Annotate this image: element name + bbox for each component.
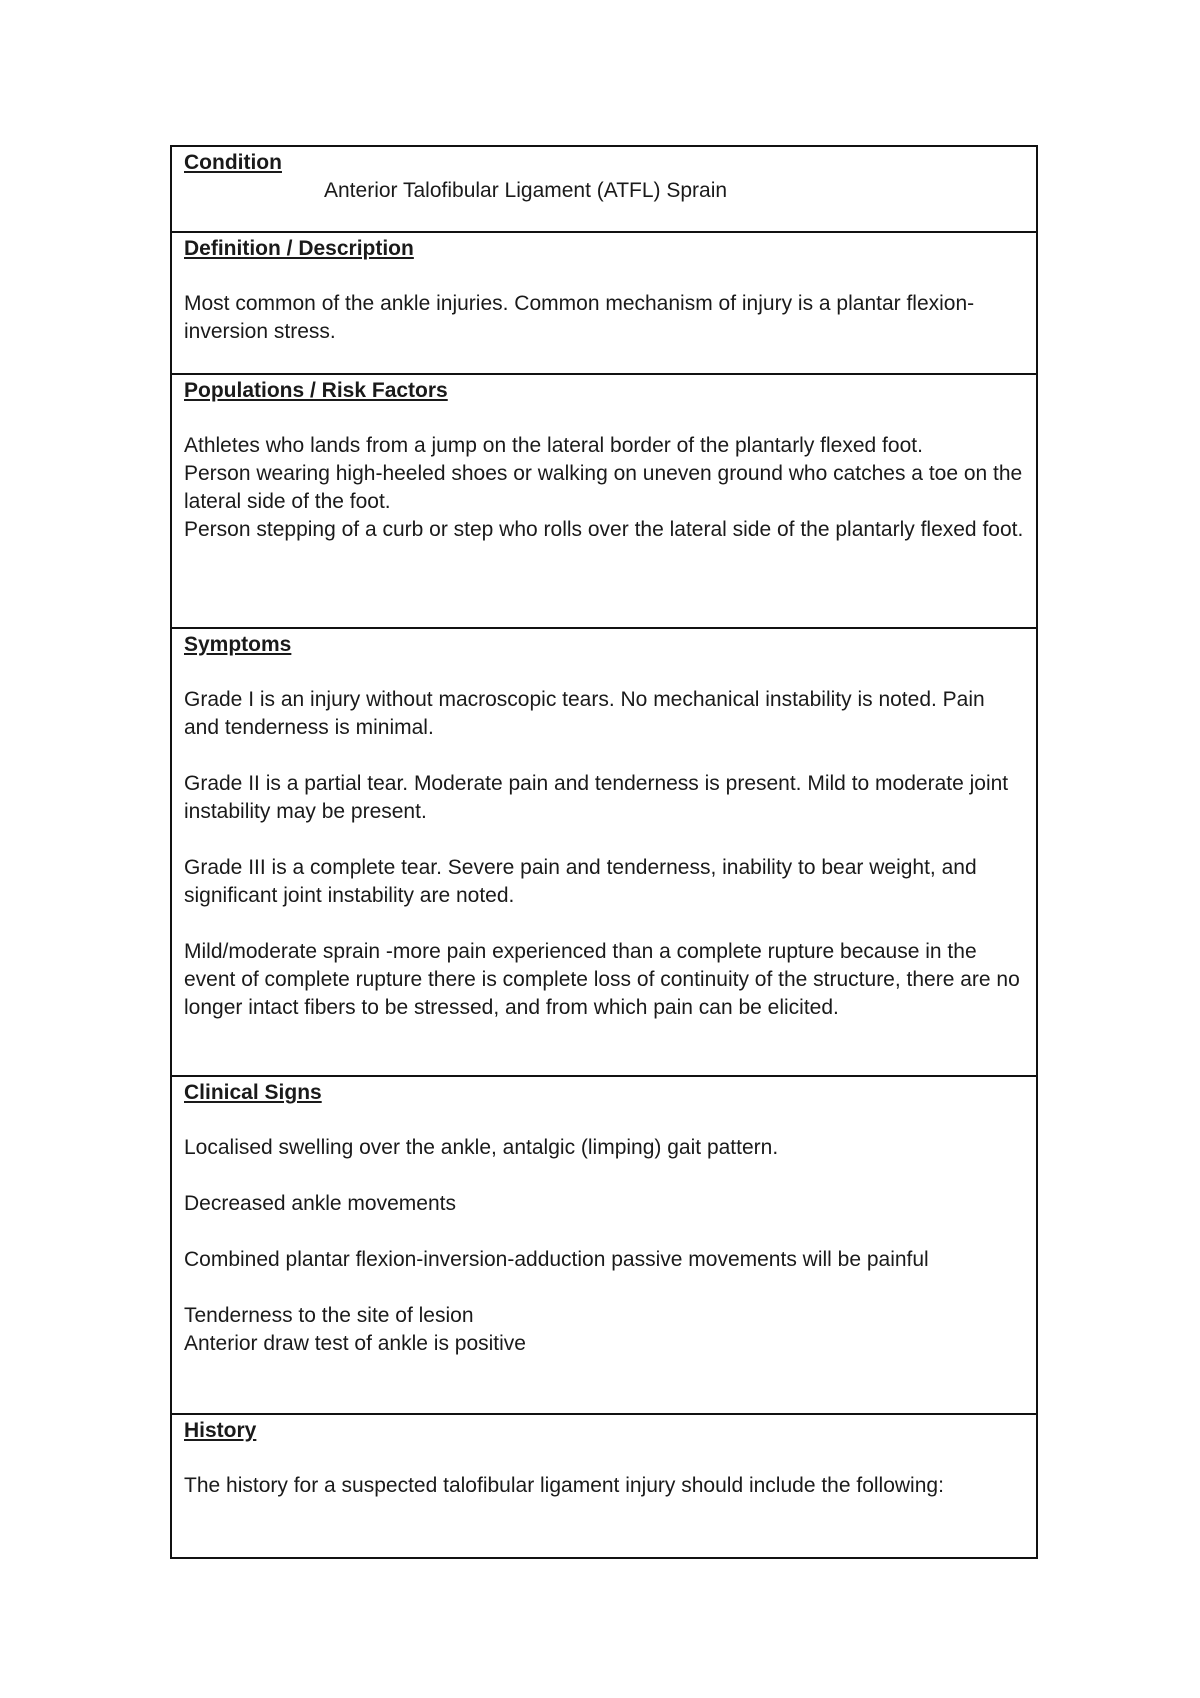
clinical-signs-paragraph: Localised swelling over the ankle, antalgic (limping) gait pattern. [184, 1136, 779, 1159]
clinical-signs-line: Tenderness to the site of lesion [184, 1304, 474, 1327]
condition-section [172, 147, 1036, 233]
clinical-signs-line: Anterior draw test of ankle is positive [184, 1332, 526, 1355]
populations-section [172, 375, 1036, 629]
clinical-signs-paragraph: Decreased ankle movements [184, 1192, 456, 1215]
history-section [172, 1415, 1036, 1557]
history-paragraph: The history for a suspected talofibular ligament injury should include the following: [184, 1474, 944, 1497]
condition-heading: Condition [184, 151, 282, 174]
populations-heading: Populations / Risk Factors [184, 379, 448, 402]
clinical-signs-section [172, 1077, 1036, 1415]
symptoms-paragraph: Grade III is a complete tear. Severe pain and tenderness, inability to bear weight, and significant joint instability are noted. [184, 856, 977, 907]
clinical-signs-heading: Clinical Signs [184, 1081, 322, 1104]
history-heading: History [184, 1419, 257, 1442]
symptoms-paragraph: Grade II is a partial tear. Moderate pain and tenderness is present. Mild to moderate joint instability may be present. [184, 772, 1009, 823]
populations-line: Person stepping of a curb or step who rolls over the lateral side of the plantarly flexed foot. [184, 518, 1024, 541]
condition-value: Anterior Talofibular Ligament (ATFL) Sprain [324, 179, 728, 202]
populations-line: Athletes who lands from a jump on the lateral border of the plantarly flexed foot. [184, 434, 923, 457]
symptoms-section [172, 629, 1036, 1077]
definition-paragraph: Most common of the ankle injuries. Common mechanism of injury is a plantar flexion-inversion stress. [184, 292, 975, 343]
symptoms-heading: Symptoms [184, 633, 292, 656]
definition-heading: Definition / Description [184, 237, 414, 260]
symptoms-paragraph: Grade I is an injury without macroscopic tears. No mechanical instability is noted. Pain and tenderness is minimal. [184, 688, 985, 739]
clinical-signs-paragraph: Combined plantar flexion-inversion-adduction passive movements will be painful [184, 1248, 929, 1271]
symptoms-paragraph: Mild/moderate sprain -more pain experienced than a complete rupture because in the event of complete rupture there is complete loss of continuity of the structure, there are no longer intact fibers to be stressed, and from which pain can be elicited. [184, 940, 1020, 1019]
condition-table [170, 145, 1038, 1559]
populations-line: Person wearing high-heeled shoes or walking on uneven ground who catches a toe on the lateral side of the foot. [184, 462, 1023, 513]
definition-section [172, 233, 1036, 375]
